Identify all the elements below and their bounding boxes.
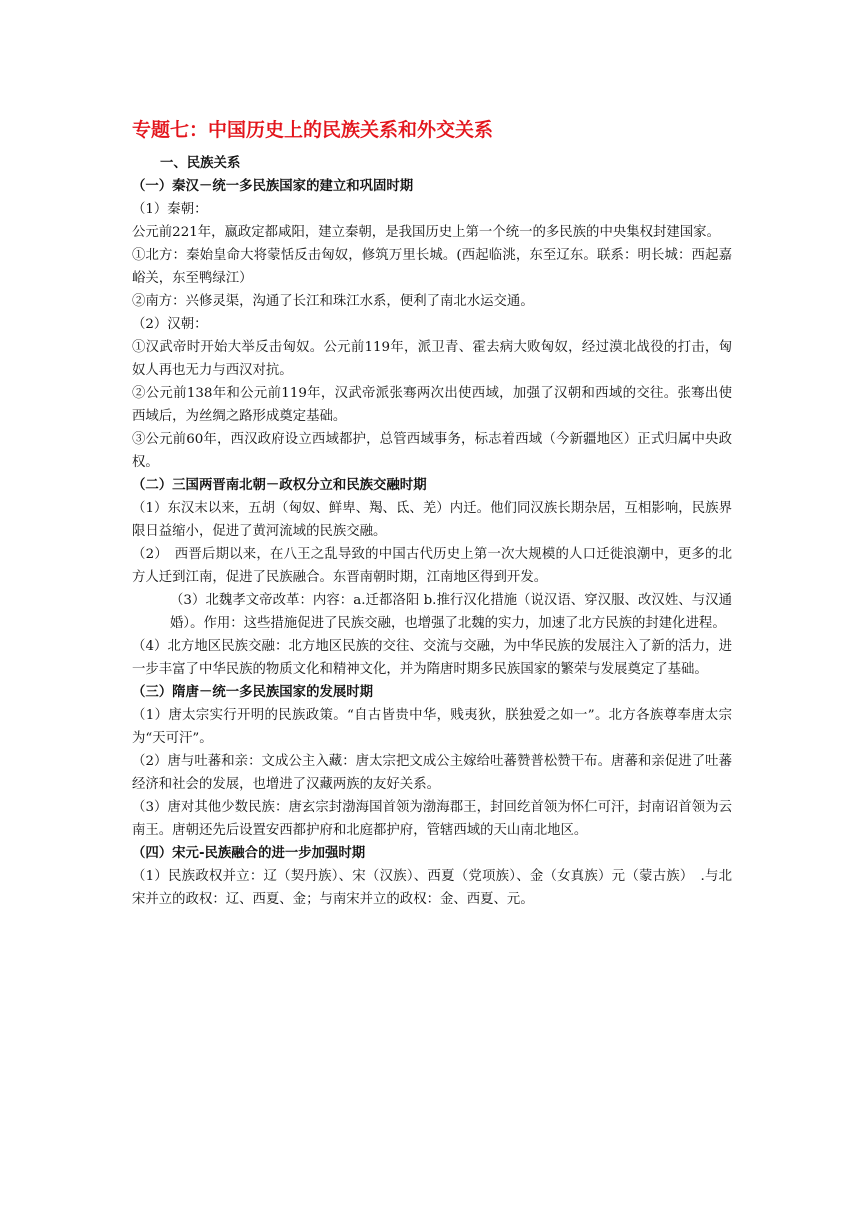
- section-heading: （二）三国两晋南北朝－政权分立和民族交融时期: [132, 478, 427, 493]
- paragraph: （2） 西晋后期以来，在八王之乱导致的中国古代历史上第一次大规模的人口迁徙浪潮中，更多的北方人迁到江南，促进了民族融合。东晋南朝时期，江南地区得到开发。: [132, 547, 732, 585]
- paragraph: （2）唐与吐蕃和亲：文成公主入藏：唐太宗把文成公主嫁给吐蕃赞普松赞干布。唐蕃和亲促进了吐蕃经济和社会的发展，也增进了汉藏两族的友好关系。: [132, 754, 732, 792]
- section-heading: （四）宋元-民族融合的进一步加强时期: [132, 846, 366, 861]
- paragraph: ③公元前60年，西汉政府设立西域都护，总管西域事务，标志着西域（今新疆地区）正式归属中央政权。: [132, 432, 732, 470]
- section-heading: （一）秦汉－统一多民族国家的建立和巩固时期: [132, 179, 414, 194]
- paragraph: ①汉武帝时开始大举反击匈奴。公元前119年，派卫青、霍去病大败匈奴，经过漠北战役的打击，匈奴人再也无力与西汉对抗。: [132, 340, 732, 378]
- document-body: [132, 152, 732, 911]
- paragraph: ②公元前138年和公元前119年，汉武帝派张骞两次出使西域，加强了汉朝和西域的交往。张骞出使西域后，为丝绸之路形成奠定基础。: [132, 386, 732, 424]
- paragraph: 公元前221年，嬴政定都咸阳，建立秦朝，是我国历史上第一个统一的多民族的中央集权封建国家。: [132, 225, 720, 240]
- section-heading: （三）隋唐－统一多民族国家的发展时期: [132, 685, 374, 700]
- section-heading: 一、民族关系: [160, 156, 241, 171]
- document-title: 专题七：中国历史上的民族关系和外交关系: [132, 119, 494, 141]
- paragraph: （1）民族政权并立：辽（契丹族）、宋（汉族）、西夏（党项族）、金（女真族）元（蒙古族） .与北宋并立的政权：辽、西夏、金；与南宋并立的政权：金、西夏、元。: [132, 869, 732, 907]
- paragraph: ②南方：兴修灵渠，沟通了长江和珠江水系，便利了南北水运交通。: [132, 294, 534, 309]
- paragraph: （1）唐太宗实行开明的民族政策。“自古皆贵中华，贱夷狄，朕独爱之如一”。北方各族尊奉唐太宗为“天可汗”。: [132, 708, 732, 746]
- paragraph: （4）北方地区民族交融：北方地区民族的交往、交流与交融，为中华民族的发展注入了新的活力，进一步丰富了中华民族的物质文化和精神文化，并为隋唐时期多民族国家的繁荣与发展奠定了基础。: [132, 639, 732, 677]
- paragraph: （3）唐对其他少数民族：唐玄宗封渤海国首领为渤海郡王，封回纥首领为怀仁可汗，封南诏首领为云南王。唐朝还先后设置安西都护府和北庭都护府，管辖西域的天山南北地区。: [132, 800, 732, 838]
- paragraph: ①北方：秦始皇命大将蒙恬反击匈奴，修筑万里长城。(西起临洮，东至辽东。联系：明长城：西起嘉峪关，东至鸭绿江）: [132, 248, 732, 286]
- paragraph: （1）秦朝：: [132, 202, 208, 217]
- paragraph: （2）汉朝：: [132, 317, 208, 332]
- paragraph: （1）东汉末以来，五胡（匈奴、鲜卑、羯、氐、羌）内迁。他们同汉族长期杂居，互相影响，民族界限日益缩小，促进了黄河流域的民族交融。: [132, 501, 732, 539]
- paragraph: （3）北魏孝文帝改革：内容：a.迁都洛阳 b.推行汉化措施（说汉语、穿汉服、改汉姓、与汉通婚）。作用：这些措施促进了民族交融，也增强了北魏的实力，加速了北方民族的封建化进程。: [170, 593, 732, 631]
